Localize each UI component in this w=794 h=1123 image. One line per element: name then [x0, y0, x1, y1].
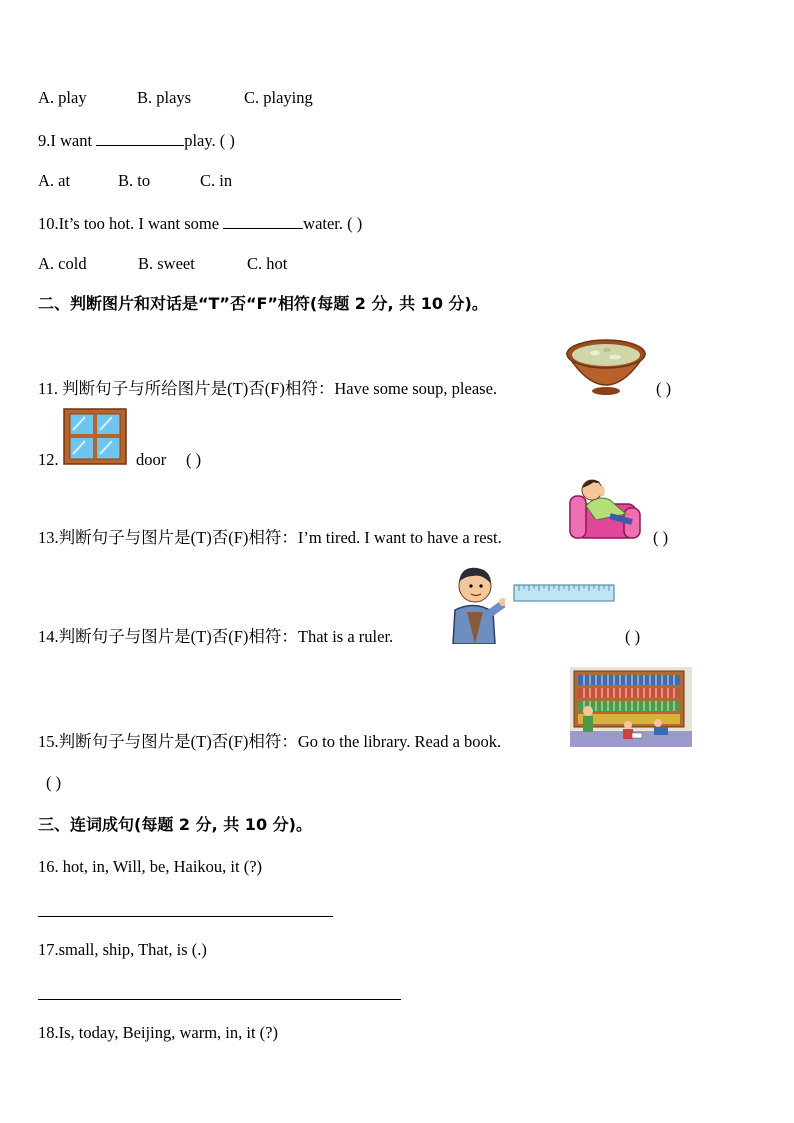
- q17-answer-line[interactable]: [38, 999, 401, 1000]
- q15-answer-parens[interactable]: ( ): [46, 773, 62, 792]
- q10-text-after: water. ( ): [303, 214, 363, 233]
- q10-question: [38, 213, 362, 234]
- q10-option-b: B. sweet: [138, 254, 195, 273]
- q10-options: [38, 254, 287, 274]
- q16-answer-line[interactable]: [38, 916, 333, 917]
- q17-words: 17.small, ship, That, is (.): [38, 940, 207, 959]
- q9-option-c: C. in: [200, 171, 233, 190]
- q8-option-a: A. play: [38, 88, 87, 107]
- library-image: [570, 667, 692, 747]
- q8-option-b: B. plays: [137, 88, 192, 107]
- q10-answer-blank[interactable]: [223, 213, 303, 229]
- q9-option-b: B. to: [118, 171, 151, 190]
- q15-question: 15.判断句子与图片是(T)否(F)相符：Go to the library. Read a book.: [38, 732, 502, 751]
- q13-question: 13.判断句子与图片是(T)否(F)相符：I’m tired. I want to have a rest.: [38, 528, 502, 547]
- q9-text-after: play. ( ): [184, 131, 235, 150]
- q10-option-a: A. cold: [38, 254, 87, 273]
- q9-question: [38, 130, 235, 151]
- tired-person-in-armchair-image: [566, 474, 644, 544]
- q13-answer-parens[interactable]: ( ): [653, 528, 669, 547]
- boy-pointing-image: [447, 562, 505, 644]
- q14-question: 14.判断句子与图片是(T)否(F)相符：That is a ruler.: [38, 627, 394, 646]
- q9-text-before: 9.I want: [38, 131, 97, 150]
- q10-option-c: C. hot: [247, 254, 288, 273]
- section-2-title: 二、判断图片和对话是“T”否“F”相符(每题 2 分, 共 10 分)。: [38, 294, 488, 313]
- q11-question: 11. 判断句子与所给图片是(T)否(F)相符：Have some soup, please.: [38, 379, 498, 398]
- ruler-image: [513, 583, 615, 603]
- q8-options: [38, 88, 313, 108]
- q9-answer-blank[interactable]: [96, 130, 184, 146]
- q11-answer-parens[interactable]: ( ): [656, 379, 672, 398]
- q8-option-c: C. playing: [244, 88, 313, 107]
- q10-text-before: 10.It’s too hot. I want some: [38, 214, 224, 233]
- q14-answer-parens[interactable]: ( ): [625, 627, 641, 646]
- q12-word: door: [136, 450, 167, 469]
- q16-words: 16. hot, in, Will, be, Haikou, it (?): [38, 857, 263, 876]
- q18-words: 18.Is, today, Beijing, warm, in, it (?): [38, 1023, 278, 1042]
- q9-option-a: A. at: [38, 171, 71, 190]
- q12-number: 12.: [38, 450, 59, 469]
- window-image: [63, 408, 127, 465]
- q12-answer-parens[interactable]: ( ): [186, 450, 202, 469]
- section-3-title: 三、连词成句(每题 2 分, 共 10 分)。: [38, 815, 312, 834]
- soup-bowl-image: [565, 336, 647, 396]
- q9-options: [38, 171, 232, 191]
